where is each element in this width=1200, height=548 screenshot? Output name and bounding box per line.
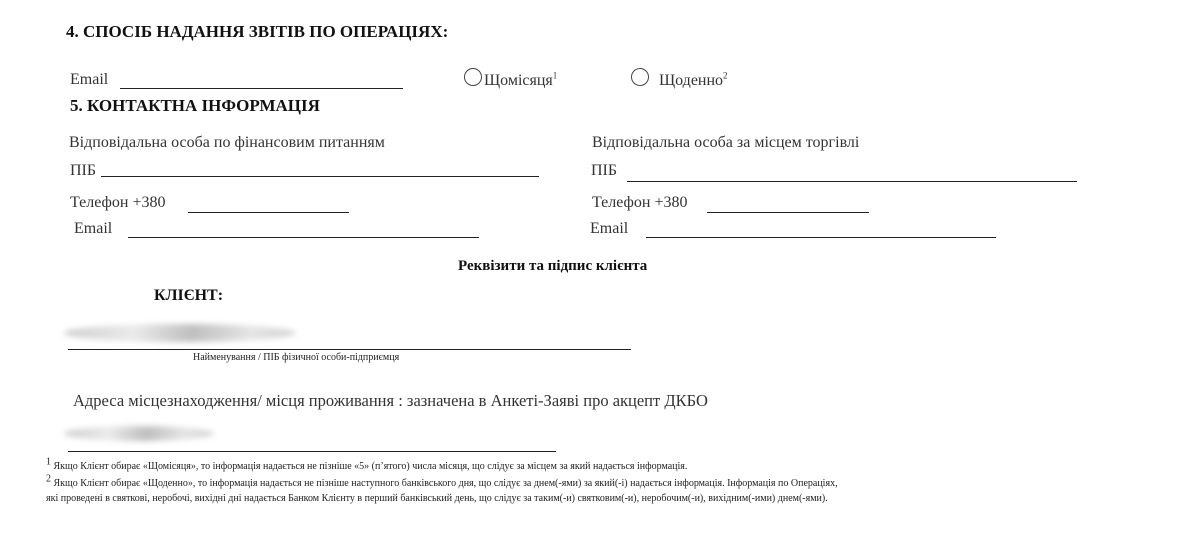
footnote-2-text-line1: Якщо Клієнт обирає «Щоденно», то інформація надається не пізніше наступного банківського дня, що слідує за днем(-ями) за який(-і) надається інформація. Інформація по Операціях, (53, 478, 838, 489)
trade-phone-field[interactable] (707, 212, 869, 213)
trade-email-field[interactable] (646, 237, 996, 238)
address-text: Адреса місцезнаходження/ місця проживання : зазначена в Анкеті-Заяві про акцепт ДКБО (73, 391, 708, 410)
redacted-address (64, 426, 214, 441)
client-label: КЛІЄНТ: (154, 287, 224, 304)
footnote-2-mark: 2 (46, 473, 51, 485)
trade-phone-label: Телефон +380 (592, 194, 688, 211)
monthly-radio[interactable] (464, 68, 482, 86)
report-email-label: Email (70, 71, 109, 88)
finance-contact-heading: Відповідальна особа по фінансовим питанням (69, 134, 385, 151)
footnote-1-mark: 1 (46, 456, 51, 468)
requisites-title: Реквізити та підпис клієнта (458, 258, 648, 274)
trade-name-label: ПІБ (591, 162, 618, 179)
footnote-1-text: Якщо Клієнт обирає «Щомісяця», то інформація надається не пізніше «5» (п’ятого) числа місяця, що слідує за місцем за який надається інформація. (53, 461, 688, 472)
monthly-option (484, 72, 557, 90)
trade-contact-heading: Відповідальна особа за місцем торгівлі (592, 134, 860, 151)
daily-option-label: Щоденно (659, 72, 724, 89)
address-line (68, 451, 556, 452)
monthly-option-label: Щомісяця (484, 72, 553, 89)
section-4-title: 4. СПОСІБ НАДАННЯ ЗВІТІВ ПО ОПЕРАЦІЯХ: (66, 22, 449, 41)
footnote-1 (46, 456, 688, 473)
finance-phone-label: Телефон +380 (70, 194, 166, 211)
finance-email-field[interactable] (128, 237, 479, 238)
finance-name-label: ПІБ (70, 162, 97, 179)
client-name-line (68, 349, 631, 350)
footnote-2 (46, 473, 838, 490)
finance-name-field[interactable] (101, 176, 539, 177)
report-email-field[interactable] (120, 88, 403, 89)
finance-email-label: Email (74, 220, 113, 237)
section-5-title: 5. КОНТАКТНА ІНФОРМАЦІЯ (70, 96, 320, 115)
finance-phone-field[interactable] (188, 212, 349, 213)
trade-name-field[interactable] (627, 181, 1077, 182)
footnote-2-continued: які проведені в святкові, неробочі, вихідні дні надається Банком Клієнту в перший банківський день, що слідує за таким(-и) святковим(-и), неробочим(-и), вихідним(-ими) днем(-ями). (46, 493, 828, 504)
redacted-client-name (64, 324, 296, 342)
trade-email-label: Email (590, 220, 629, 237)
daily-radio[interactable] (631, 68, 649, 86)
daily-footnote-ref: 2 (723, 70, 728, 81)
client-name-caption: Найменування / ПІБ фізичної особи-підприємця (193, 352, 400, 363)
monthly-footnote-ref: 1 (552, 70, 558, 81)
daily-option (659, 72, 728, 90)
